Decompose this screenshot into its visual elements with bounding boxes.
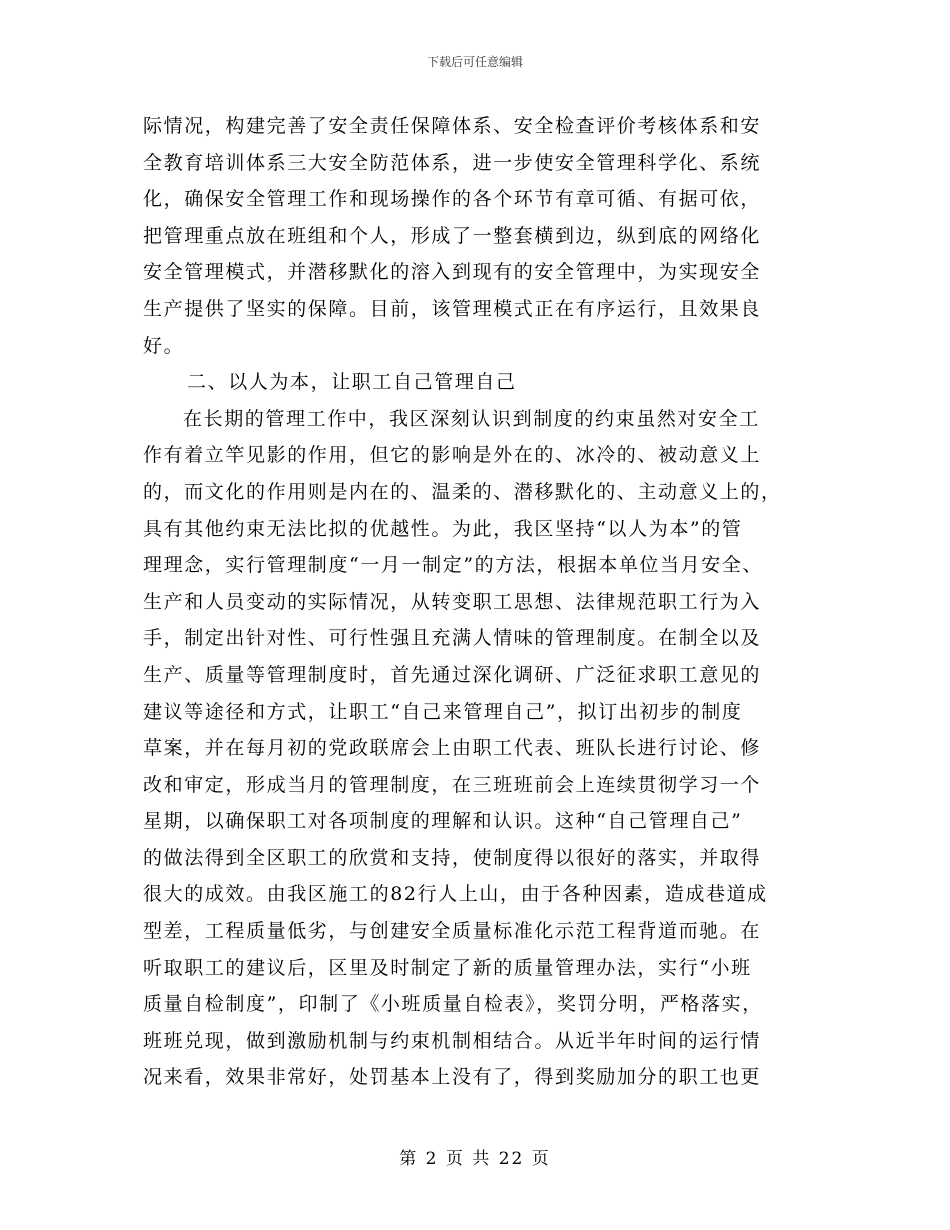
paragraph-first-line: 在长期的管理工作中，我区深刻认识到制度的约束虽然对安全工 [183, 407, 760, 430]
section-heading: 二、以人为本，让职工自己管理自己 [187, 371, 517, 394]
text-line: 建议等途径和方式，让职工“自己来管理自己”，拟订出初步的制度 [143, 700, 743, 723]
text-line: 的做法得到全区职工的欣赏和支持，使制度得以很好的落实，并取得 [143, 846, 762, 869]
text-line: 好。 [143, 334, 185, 357]
text-line: 的，而文化的作用则是内在的、温柔的、潜移默化的、主动意义上的， [143, 480, 782, 503]
text-line: 化，确保安全管理工作和现场操作的各个环节有章可循、有据可依， [143, 188, 762, 211]
text-line: 全教育培训体系三大安全防范体系，进一步使安全管理科学化、系统 [143, 151, 762, 174]
text-line: 很大的成效。由我区施工的82行人上山，由于各种因素，造成巷道成 [143, 883, 768, 906]
text-line: 生产和人员变动的实际情况，从转变职工思想、法律规范职工行为入 [143, 590, 762, 613]
text-line: 质量自检制度”，印制了《小班质量自检表》，奖罚分明，严格落实， [143, 993, 763, 1016]
text-line: 生产提供了坚实的保障。目前，该管理模式正在有序运行，且效果良 [143, 297, 762, 320]
text-line: 安全管理模式，并潜移默化的溶入到现有的安全管理中，为实现安全 [143, 261, 762, 284]
text-line: 星期，以确保职工对各项制度的理解和认识。这种“自己管理自己” [143, 810, 743, 833]
text-line: 况来看，效果非常好，处罚基本上没有了，得到奖励加分的职工也更 [143, 1066, 762, 1089]
page-header: 下载后可任意编辑 [426, 55, 523, 69]
text-line: 把管理重点放在班组和个人，形成了一整套横到边，纵到底的网络化 [143, 224, 762, 247]
page-number-footer: 第 2 页 共 22 页 [399, 1149, 551, 1169]
text-line: 草案，并在每月初的党政联席会上由职工代表、班队长进行讨论、修 [143, 737, 762, 760]
body-text [143, 108, 807, 1096]
text-line: 班班兑现，做到激励机制与约束机制相结合。从近半年时间的运行情 [143, 1029, 762, 1052]
text-line: 型差，工程质量低劣，与创建安全质量标准化示范工程背道而驰。在 [143, 920, 762, 943]
text-line: 改和审定，形成当月的管理制度，在三班班前会上连续贯彻学习一个 [143, 773, 762, 796]
text-line: 际情况，构建完善了安全责任保障体系、安全检查评价考核体系和安 [143, 115, 762, 137]
text-line: 具有其他约束无法比拟的优越性。为此，我区坚持“以人为本”的管 [143, 517, 743, 540]
text-line: 生产、质量等管理制度时，首先通过深化调研、广泛征求职工意见的 [143, 663, 762, 686]
text-line: 理理念，实行管理制度“一月一制定”的方法，根据本单位当月安全、 [143, 554, 764, 577]
text-line: 手，制定出针对性、可行性强且充满人情味的管理制度。在制全以及 [143, 627, 762, 650]
text-line: 听取职工的建议后，区里及时制定了新的质量管理办法，实行“小班 [143, 956, 752, 979]
text-line: 作有着立竿见影的作用，但它的影响是外在的、冰冷的、被动意义上 [143, 444, 762, 467]
